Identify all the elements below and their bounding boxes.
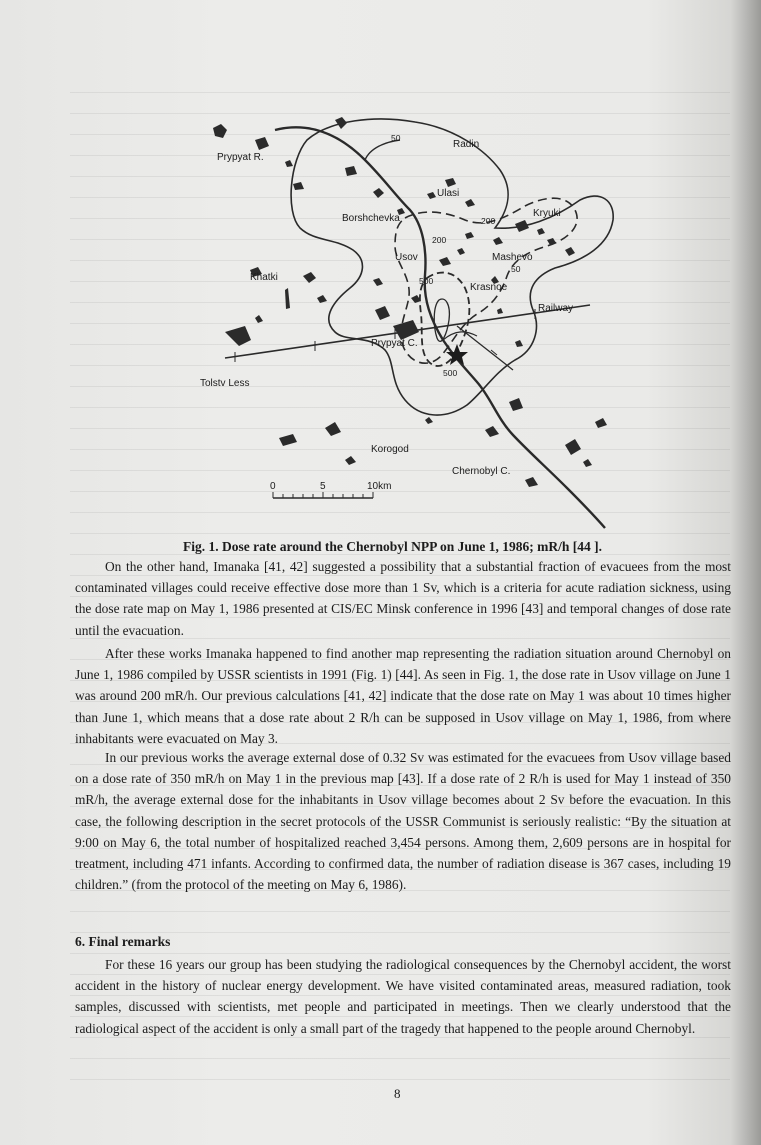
- paragraph-2: [75, 643, 731, 749]
- contour-label-500-plant: 500: [443, 368, 458, 378]
- label-ulasi: Ulasi: [437, 188, 460, 199]
- contour-label-50-right: 50: [511, 264, 521, 274]
- scale-label-5: 5: [320, 481, 326, 492]
- scale-label-10km: 10km: [367, 481, 392, 492]
- paragraph-2-text: After these works Imanaka happened to find another map representing the radiation situation around Chernobyl on June 1, 1986 compiled by USSR scientists in 1991 (Fig. 1) [44]. As seen in Fig. 1, the dose rate in Usov village on June 1 was around 200 mR/h. Our previous calculations [41, 42] indicate that the dose rate on May 1 was about 10 times higher than June 1, which means that a dose rate about 2 R/h can be supposed in Usov village on May 1, 1986, from where inhabitants were evacuated on May 3.: [75, 646, 731, 746]
- scale-label-0: 0: [270, 481, 276, 492]
- label-usov: Usov: [395, 252, 418, 263]
- section-heading: 6. Final remarks: [75, 934, 171, 949]
- paragraph-1: [75, 556, 731, 641]
- label-prypyat-city: Prypyat C.: [371, 338, 418, 349]
- paragraph-4: [75, 954, 731, 1039]
- figure-caption: Fig. 1. Dose rate around the Chernobyl NPP on June 1, 1986; mR/h [44 ].: [183, 539, 603, 554]
- label-korogod: Korogod: [371, 444, 409, 455]
- contour-label-500-usov: 500: [419, 276, 434, 286]
- label-prypyat-river: Prypyat R.: [217, 152, 264, 163]
- label-mashevo: Mashevo: [492, 252, 533, 263]
- paragraph-3-text: In our previous works the average external dose of 0.32 Sv was estimated for the evacuees from Usov village based on a dose rate of 350 mR/h on May 1 in the previous map [43]. If a dose rate of 2 R/h is used for May 1 instead of 350 mR/h, the average external dose for the inhabitants in Usov village becomes about 2 Sv before the evacuation. In this case, the following description in the secret protocols of the USSR Communist is seriously realistic: “By the situation at 9:00 on May 6, the total number of hospitalized reached 3,454 persons. Among them, 2,609 persons are in hospital for treatment, including 471 infants. According to confirmed data, the number of radiation disease is 367 cases, including 19 children.” (from the protocol of the meeting on May 6, 1986).: [75, 750, 731, 893]
- scale-bar: [273, 492, 373, 498]
- contour-label-200-left: 200: [432, 235, 447, 245]
- contour-label-50-top: 50: [391, 133, 401, 143]
- dose-rate-map: [195, 100, 635, 530]
- label-radin: Radin: [453, 139, 480, 150]
- contour-label-200-right: 200: [481, 216, 496, 226]
- paragraph-1-text: On the other hand, Imanaka [41, 42] suggested a possibility that a substantial fraction of evacuees from the most contaminated villages could receive effective dose more than 1 Sv, which is a criteria for acute radiation sickness, using the dose rate map on May 1, 1986 presented at CIS/EC Minsk conference in 1996 [43] and temporal changes of dose rate until the evacuation.: [75, 559, 731, 638]
- paragraph-4-text: For these 16 years our group has been studying the radiological consequences by the Chernobyl accident, the worst accident in the history of nuclear energy development. We have visited contaminated areas, measured radiation, took samples, discussed with scientists, met people and participated in meetings. Then we clearly understood that the radiological aspect of the accident is only a small part of the tragedy that happened to the people around Chernobyl.: [75, 957, 731, 1036]
- paragraph-3: [75, 747, 731, 895]
- label-kryuki: Kryuki: [533, 208, 561, 219]
- label-railway: Railway: [538, 303, 574, 314]
- page-number: 8: [394, 1086, 401, 1101]
- settlement-blobs: [213, 117, 607, 487]
- label-khatki: Khatki: [250, 272, 278, 283]
- label-tolstv-less: Tolstv Less: [200, 378, 250, 389]
- label-borshchevka: Borshchevka: [342, 213, 400, 224]
- label-chernobyl-city: Chernobyl C.: [452, 466, 511, 477]
- label-krasnoe: Krasnoe: [470, 282, 508, 293]
- dose-rate-map-figure: [195, 100, 635, 530]
